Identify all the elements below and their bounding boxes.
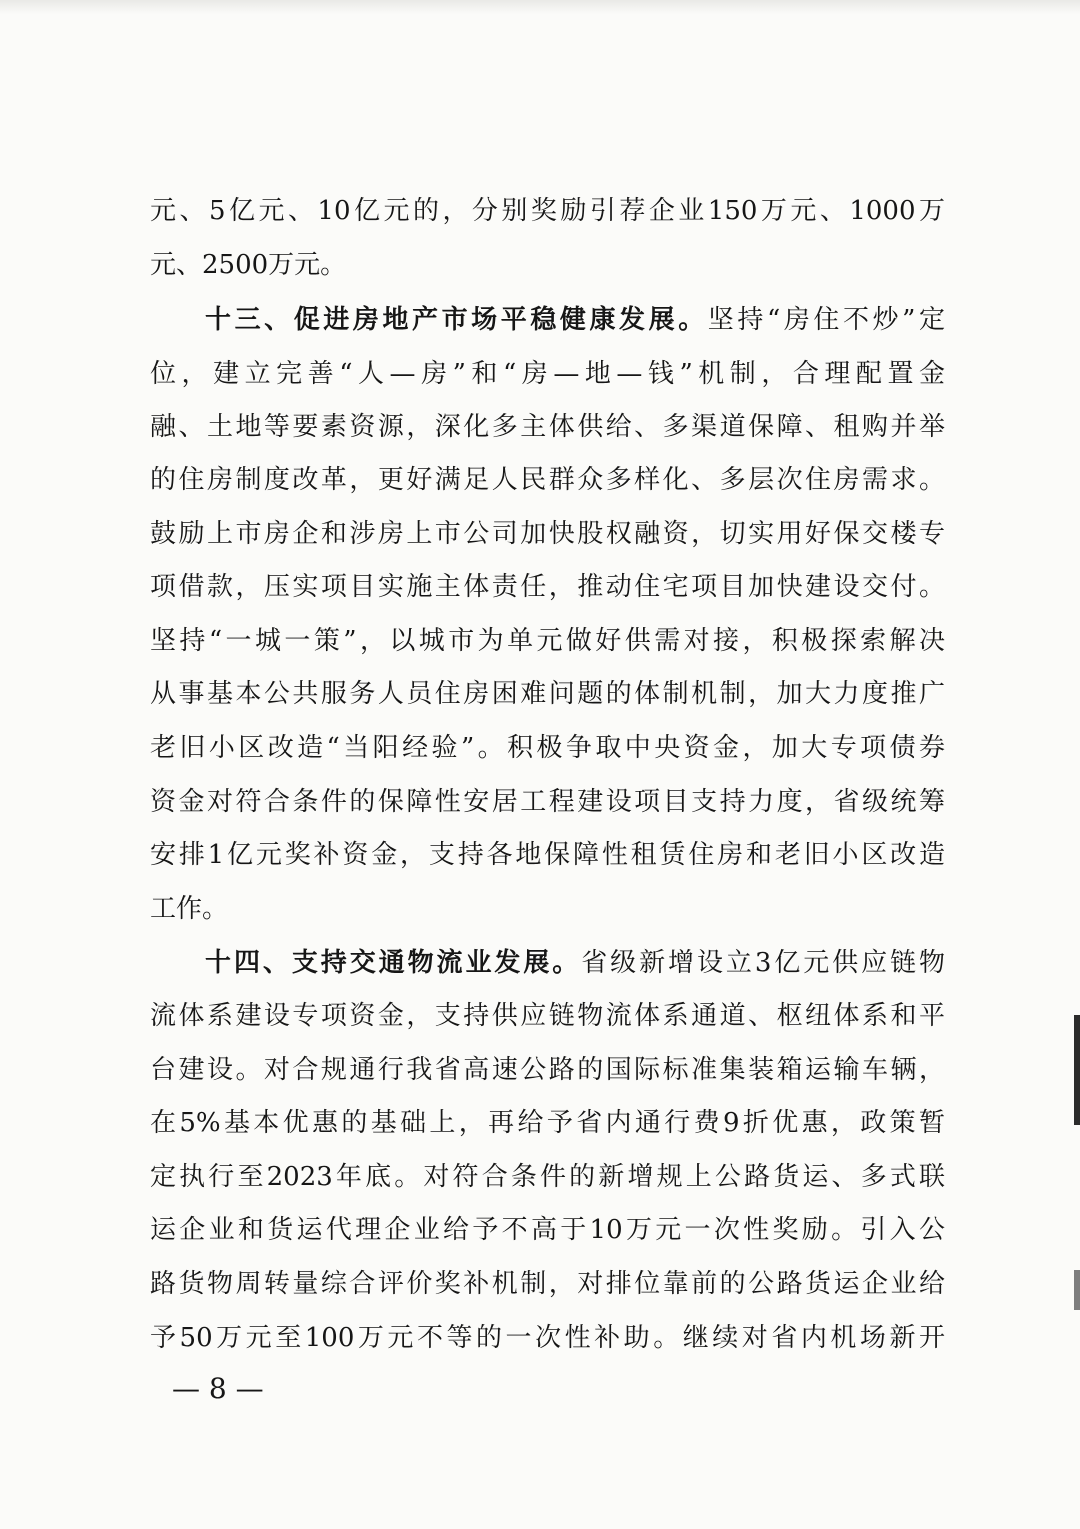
- text-line: 鼓励上市房企和涉房上市公司加快股权融资，切实用好保交楼专: [150, 519, 945, 549]
- section-14-first-line: [205, 943, 945, 983]
- text-line: 老旧小区改造“当阳经验”。积极争取中央资金，加大专项债券: [150, 733, 945, 763]
- text-line: 在5%基本优惠的基础上，再给予省内通行费9折优惠，政策暂: [150, 1108, 945, 1138]
- text-line: 融、土地等要素资源，深化多主体供给、多渠道保障、租购并举: [150, 412, 945, 442]
- text-line: 台建设。对合规通行我省高速公路的国际标准集装箱运输车辆，: [150, 1055, 945, 1085]
- text-line: 安排1亿元奖补资金，支持各地保障性租赁住房和老旧小区改造: [150, 840, 945, 870]
- scan-top-shadow: [0, 0, 1080, 14]
- text-line: 坚持“一城一策”，以城市为单元做好供需对接，积极探索解决: [150, 626, 945, 656]
- text-line: 位，建立完善“人—房”和“房—地—钱”机制，合理配置金: [150, 359, 945, 389]
- section-14-heading: 十四、支持交通物流业发展。: [205, 948, 582, 978]
- text-line: 元、2500万元。: [150, 250, 347, 280]
- scan-edge-mark: [1074, 1015, 1080, 1125]
- page-number: — 8 —: [172, 1372, 264, 1405]
- text-line: 从事基本公共服务人员住房困难问题的体制机制，加大力度推广: [150, 679, 945, 709]
- text-line: 的住房制度改革，更好满足人民群众多样化、多层次住房需求。: [150, 465, 945, 495]
- section-13-first-line: [205, 300, 945, 340]
- text-run: 坚持“房住不炒”定: [707, 305, 945, 335]
- text-line: 流体系建设专项资金，支持供应链物流体系通道、枢纽体系和平: [150, 1001, 945, 1031]
- section-13-heading: 十三、促进房地产市场平稳健康发展。: [205, 305, 708, 335]
- text-line: 运企业和货运代理企业给予不高于10万元一次性奖励。引入公: [150, 1215, 945, 1245]
- scan-edge-mark: [1074, 1270, 1080, 1310]
- text-line: 予50万元至100万元不等的一次性补助。继续对省内机场新开: [150, 1323, 945, 1353]
- text-line: 项借款，压实项目实施主体责任，推动住宅项目加快建设交付。: [150, 572, 945, 602]
- text-line: 定执行至2023年底。对符合条件的新增规上公路货运、多式联: [150, 1162, 945, 1192]
- text-line: 路货物周转量综合评价奖补机制，对排位靠前的公路货运企业给: [150, 1269, 945, 1299]
- text-line: 资金对符合条件的保障性安居工程建设项目支持力度，省级统筹: [150, 787, 945, 817]
- text-line: 元、5亿元、10亿元的，分别奖励引荐企业150万元、1000万: [150, 196, 945, 226]
- text-line: 工作。: [150, 894, 229, 924]
- text-run: 省级新增设立3亿元供应链物: [581, 948, 945, 978]
